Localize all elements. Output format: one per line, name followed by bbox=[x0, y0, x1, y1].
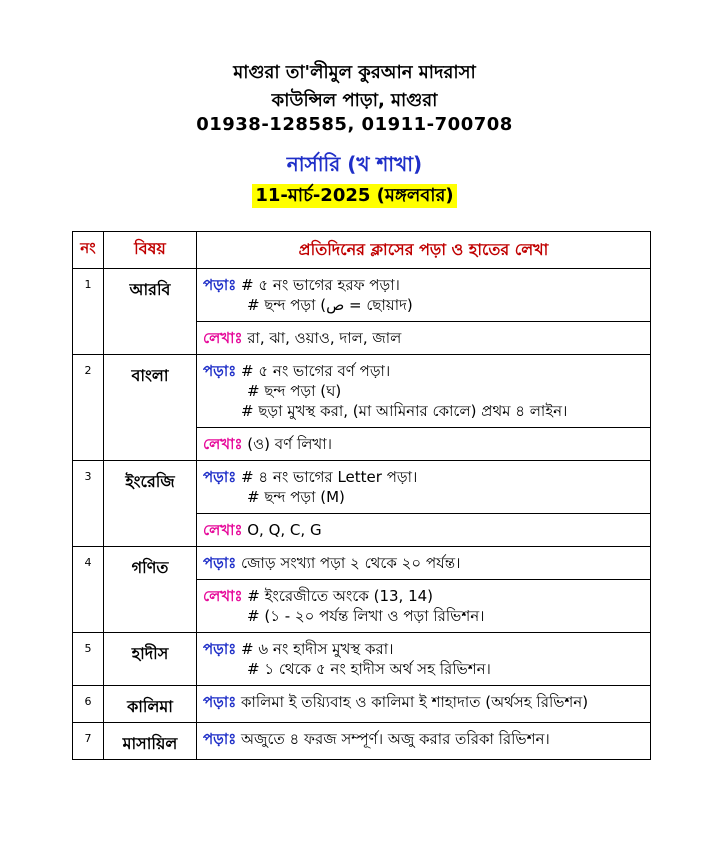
content-text: # ছন্দ পড়া (M) bbox=[247, 488, 345, 506]
phone-numbers: 01938-128585, 01911-700708 bbox=[196, 114, 513, 135]
write-cell bbox=[197, 580, 651, 633]
content-text: O, Q, C, G bbox=[247, 521, 322, 539]
content-text: রা, ঝা, ওয়াও, দাল, জাল bbox=[247, 329, 402, 347]
header-subject: বিষয় bbox=[104, 232, 197, 269]
row-number: 7 bbox=[73, 723, 104, 760]
header-content: প্রতিদিনের ক্লাসের পড়া ও হাতের লেখা bbox=[197, 232, 651, 269]
content-line bbox=[203, 639, 644, 659]
table-row bbox=[73, 461, 651, 514]
date-wrapper bbox=[0, 184, 709, 208]
content-line bbox=[203, 467, 644, 487]
write-label: লেখাঃ bbox=[203, 587, 243, 605]
content-line bbox=[203, 553, 644, 573]
content-line bbox=[203, 606, 644, 626]
table-row bbox=[73, 686, 651, 723]
read-label: পড়াঃ bbox=[203, 276, 237, 294]
content-line bbox=[203, 586, 644, 606]
row-number: 6 bbox=[73, 686, 104, 723]
lesson-table bbox=[72, 231, 651, 760]
content-line bbox=[203, 295, 644, 315]
table-row bbox=[73, 723, 651, 760]
row-subject: মাসায়িল bbox=[104, 723, 197, 760]
read-label: পড়াঃ bbox=[203, 693, 237, 711]
institution-address: কাউন্সিল পাড়া, মাগুরা bbox=[271, 90, 438, 111]
content-text: জোড় সংখ্যা পড়া ২ থেকে ২০ পর্যন্ত। bbox=[241, 554, 461, 572]
row-subject: গণিত bbox=[104, 547, 197, 633]
content-text: # (১ - ২০ পর্যন্ত লিখা ও পড়া রিভিশন। bbox=[247, 607, 485, 625]
content-text: # ৫ নং ভাগের বর্ণ পড়া। bbox=[241, 362, 391, 380]
content-text: # ইংরেজীতে অংকে (13, 14) bbox=[247, 587, 434, 605]
read-cell bbox=[197, 547, 651, 580]
write-cell bbox=[197, 428, 651, 461]
row-number: 1 bbox=[73, 269, 104, 355]
read-cell bbox=[197, 269, 651, 322]
header-no: নং bbox=[73, 232, 104, 269]
content-text: # ১ থেকে ৫ নং হাদীস অর্থ সহ রিভিশন। bbox=[247, 660, 491, 678]
content-line bbox=[203, 729, 644, 749]
content-text: (ও) বর্ণ লিখা। bbox=[247, 435, 332, 453]
row-number: 4 bbox=[73, 547, 104, 633]
read-label: পড়াঃ bbox=[203, 554, 237, 572]
table-body bbox=[73, 269, 651, 760]
content-line bbox=[203, 487, 644, 507]
row-subject: বাংলা bbox=[104, 355, 197, 461]
write-cell bbox=[197, 514, 651, 547]
row-subject: ইংরেজি bbox=[104, 461, 197, 547]
row-subject: আরবি bbox=[104, 269, 197, 355]
content-text: # ছন্দ পড়া (ঘ) bbox=[247, 382, 342, 400]
row-subject: কালিমা bbox=[104, 686, 197, 723]
read-label: পড়াঃ bbox=[203, 730, 237, 748]
write-label: লেখাঃ bbox=[203, 435, 243, 453]
institution-name: মাগুরা তা'লীমুল কুরআন মাদরাসা bbox=[233, 62, 476, 83]
row-number: 5 bbox=[73, 633, 104, 686]
row-subject: হাদীস bbox=[104, 633, 197, 686]
read-cell bbox=[197, 355, 651, 428]
write-cell bbox=[197, 322, 651, 355]
content-line bbox=[203, 361, 644, 381]
content-line bbox=[203, 692, 644, 712]
read-cell bbox=[197, 686, 651, 723]
content-text: # ৪ নং ভাগের Letter পড়া। bbox=[241, 468, 418, 486]
content-text: # ছন্দ পড়া (ص = ছোয়াদ) bbox=[247, 296, 413, 314]
read-label: পড়াঃ bbox=[203, 640, 237, 658]
write-label: লেখাঃ bbox=[203, 329, 243, 347]
row-number: 2 bbox=[73, 355, 104, 461]
content-line bbox=[203, 659, 644, 679]
table-row bbox=[73, 269, 651, 322]
content-line bbox=[203, 328, 644, 348]
content-text: কালিমা ই তয়্যিবাহ ও কালিমা ই শাহাদাত (অর্থসহ রিভিশন) bbox=[241, 693, 589, 711]
row-number: 3 bbox=[73, 461, 104, 547]
table-row bbox=[73, 633, 651, 686]
read-label: পড়াঃ bbox=[203, 362, 237, 380]
content-line bbox=[203, 520, 644, 540]
table-row bbox=[73, 355, 651, 428]
read-cell bbox=[197, 633, 651, 686]
read-cell bbox=[197, 461, 651, 514]
read-cell bbox=[197, 723, 651, 760]
content-text: # ছড়া মুখস্থ করা, (মা আমিনার কোলে) প্রথম ৪ লাইন। bbox=[241, 402, 568, 420]
table-row bbox=[73, 547, 651, 580]
content-line bbox=[203, 401, 644, 421]
content-line bbox=[203, 381, 644, 401]
content-line bbox=[203, 275, 644, 295]
date-label: 11-মার্চ-2025 (মঙ্গলবার) bbox=[252, 184, 456, 208]
content-text: # ৫ নং ভাগের হরফ পড়া। bbox=[241, 276, 400, 294]
write-label: লেখাঃ bbox=[203, 521, 243, 539]
section-title: নার্সারি (খ শাখা) bbox=[286, 152, 423, 176]
content-line bbox=[203, 434, 644, 454]
content-text: # ৬ নং হাদীস মুখস্থ করা। bbox=[241, 640, 394, 658]
content-text: অজুতে ৪ ফরজ সম্পূর্ণ। অজু করার তরিকা রিভিশন। bbox=[241, 730, 550, 748]
table-header-row bbox=[73, 232, 651, 269]
read-label: পড়াঃ bbox=[203, 468, 237, 486]
